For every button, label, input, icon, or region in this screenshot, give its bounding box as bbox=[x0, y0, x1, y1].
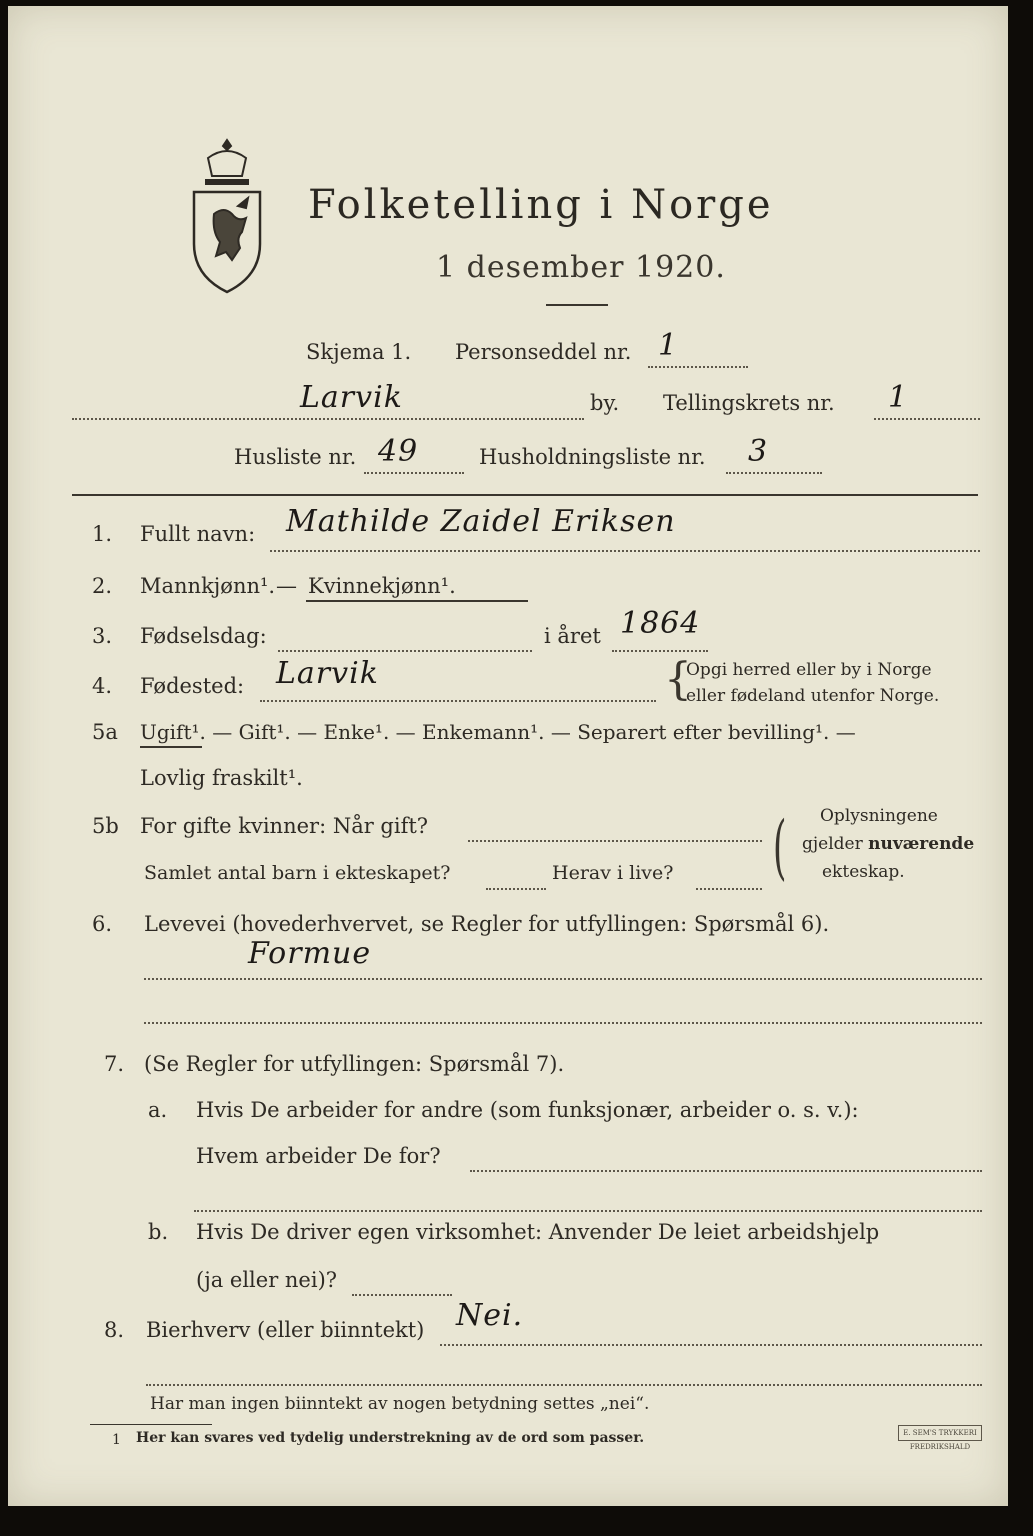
q5b-label-children: Samlet antal barn i ekteskapet? bbox=[144, 862, 451, 884]
husholdning-value: 3 bbox=[748, 434, 769, 469]
q8-secondary-income-value: Nei. bbox=[456, 1298, 524, 1333]
tellingskrets-label: Tellingskrets nr. bbox=[663, 391, 835, 415]
q2-female-underline bbox=[306, 600, 528, 602]
q4-number: 4. bbox=[92, 674, 113, 698]
q3-number: 3. bbox=[92, 624, 113, 648]
q5b-label-married: For gifte kvinner: Når gift? bbox=[140, 814, 429, 838]
q5a-ugift-underline bbox=[140, 746, 202, 748]
q5a-number: 5a bbox=[92, 720, 118, 744]
q3-year-value: 1864 bbox=[620, 606, 701, 641]
q7-label: (Se Regler for utfyllingen: Spørsmål 7). bbox=[144, 1052, 565, 1076]
by-line bbox=[72, 418, 584, 420]
q7-number: 7. bbox=[104, 1052, 125, 1076]
q3-year-label: i året bbox=[544, 624, 601, 648]
title-underline bbox=[546, 304, 608, 306]
q4-note-line2: eller fødeland utenfor Norge. bbox=[686, 686, 940, 706]
q5b-note-line3: ekteskap. bbox=[822, 862, 905, 882]
q7a-text: Hvis De arbeider for andre (som funksjonær, arbeider o. s. v.): bbox=[196, 1098, 859, 1122]
q6-label: Levevei (hovederhvervet, se Regler for utfyllingen: Spørsmål 6). bbox=[144, 912, 830, 936]
q5b-note-line1: Oplysningene bbox=[820, 806, 938, 826]
personseddel-value: 1 bbox=[658, 328, 679, 363]
q8-line2 bbox=[146, 1384, 982, 1386]
personseddel-label: Personseddel nr. bbox=[455, 340, 632, 364]
printer-stamp: E. SEM'S TRYKKERI FREDRIKSHALD bbox=[898, 1425, 982, 1441]
q4-line bbox=[260, 700, 656, 702]
q2-male-option: Mannkjønn¹. bbox=[140, 574, 276, 598]
q7b-question: (ja eller nei)? bbox=[196, 1268, 338, 1292]
q8-number: 8. bbox=[104, 1318, 125, 1342]
q5b-brace: ( bbox=[772, 806, 787, 888]
q2-female-option: Kvinnekjønn¹. bbox=[308, 574, 456, 598]
q7a-line2 bbox=[194, 1210, 982, 1212]
q7a-letter: a. bbox=[148, 1098, 168, 1122]
husliste-label: Husliste nr. bbox=[234, 445, 357, 469]
q7a-question: Hvem arbeider De for? bbox=[196, 1144, 441, 1168]
q5b-married-line bbox=[468, 840, 762, 842]
q5b-label-alive: Herav i live? bbox=[552, 862, 674, 884]
q7b-text: Hvis De driver egen virksomhet: Anvender De leiet arbeidshjelp bbox=[196, 1220, 880, 1244]
form-date: 1 desember 1920. bbox=[436, 250, 726, 285]
q5a-line2: Lovlig fraskilt¹. bbox=[140, 766, 303, 790]
q7b-letter: b. bbox=[148, 1220, 169, 1244]
q6-number: 6. bbox=[92, 912, 113, 936]
skjema-label: Skjema 1. bbox=[306, 340, 412, 364]
husholdning-line bbox=[726, 472, 822, 474]
footnote-text: Her kan svares ved tydelig understrekning av de ord som passer. bbox=[136, 1430, 645, 1446]
q5b-children-line bbox=[486, 888, 546, 890]
q1-full-name-value: Mathilde Zaidel Eriksen bbox=[286, 504, 676, 539]
q1-label: Fullt navn: bbox=[140, 522, 256, 546]
q1-line bbox=[270, 550, 980, 552]
personseddel-line bbox=[648, 366, 748, 368]
tellingskrets-value: 1 bbox=[888, 380, 909, 415]
q8-label: Bierhverv (eller biinntekt) bbox=[146, 1318, 425, 1342]
q2-separator: — bbox=[276, 574, 297, 598]
footnote-number: 1 bbox=[112, 1432, 121, 1448]
q3-label: Fødselsdag: bbox=[140, 624, 267, 648]
q4-birthplace-value: Larvik bbox=[276, 656, 379, 691]
q6-line2 bbox=[144, 1022, 982, 1024]
footer-note: Har man ingen biinntekt av nogen betydning settes „nei“. bbox=[150, 1394, 650, 1414]
by-label: by. bbox=[590, 391, 620, 415]
census-form-sheet bbox=[8, 6, 1008, 1506]
q5a-options: Ugift¹. — Gift¹. — Enke¹. — Enkemann¹. — Separert efter bevilling¹. — bbox=[140, 720, 856, 744]
q6-line1 bbox=[144, 978, 982, 980]
q3-year-line bbox=[612, 650, 708, 652]
q8-line1 bbox=[440, 1344, 982, 1346]
q5b-alive-line bbox=[696, 888, 762, 890]
q7a-line1 bbox=[470, 1170, 982, 1172]
q1-number: 1. bbox=[92, 522, 113, 546]
by-value: Larvik bbox=[300, 380, 403, 415]
q5b-number: 5b bbox=[92, 814, 119, 838]
husliste-value: 49 bbox=[378, 434, 419, 469]
q4-note-line1: Opgi herred eller by i Norge bbox=[686, 660, 932, 680]
norwegian-coat-of-arms-icon bbox=[186, 136, 268, 296]
q3-line bbox=[278, 650, 532, 652]
husliste-line bbox=[364, 472, 464, 474]
q5b-note-line2: gjelder nuværende bbox=[802, 834, 975, 854]
q4-label: Fødested: bbox=[140, 674, 245, 698]
footnote-divider bbox=[90, 1424, 212, 1425]
tellingskrets-line bbox=[874, 418, 980, 420]
q2-number: 2. bbox=[92, 574, 113, 598]
header-divider bbox=[72, 494, 978, 496]
husholdning-label: Husholdningsliste nr. bbox=[479, 445, 706, 469]
q6-occupation-value: Formue bbox=[248, 936, 372, 971]
q4-brace: { bbox=[664, 654, 692, 705]
q7b-line bbox=[352, 1294, 452, 1296]
form-title: Folketelling i Norge bbox=[308, 182, 774, 228]
